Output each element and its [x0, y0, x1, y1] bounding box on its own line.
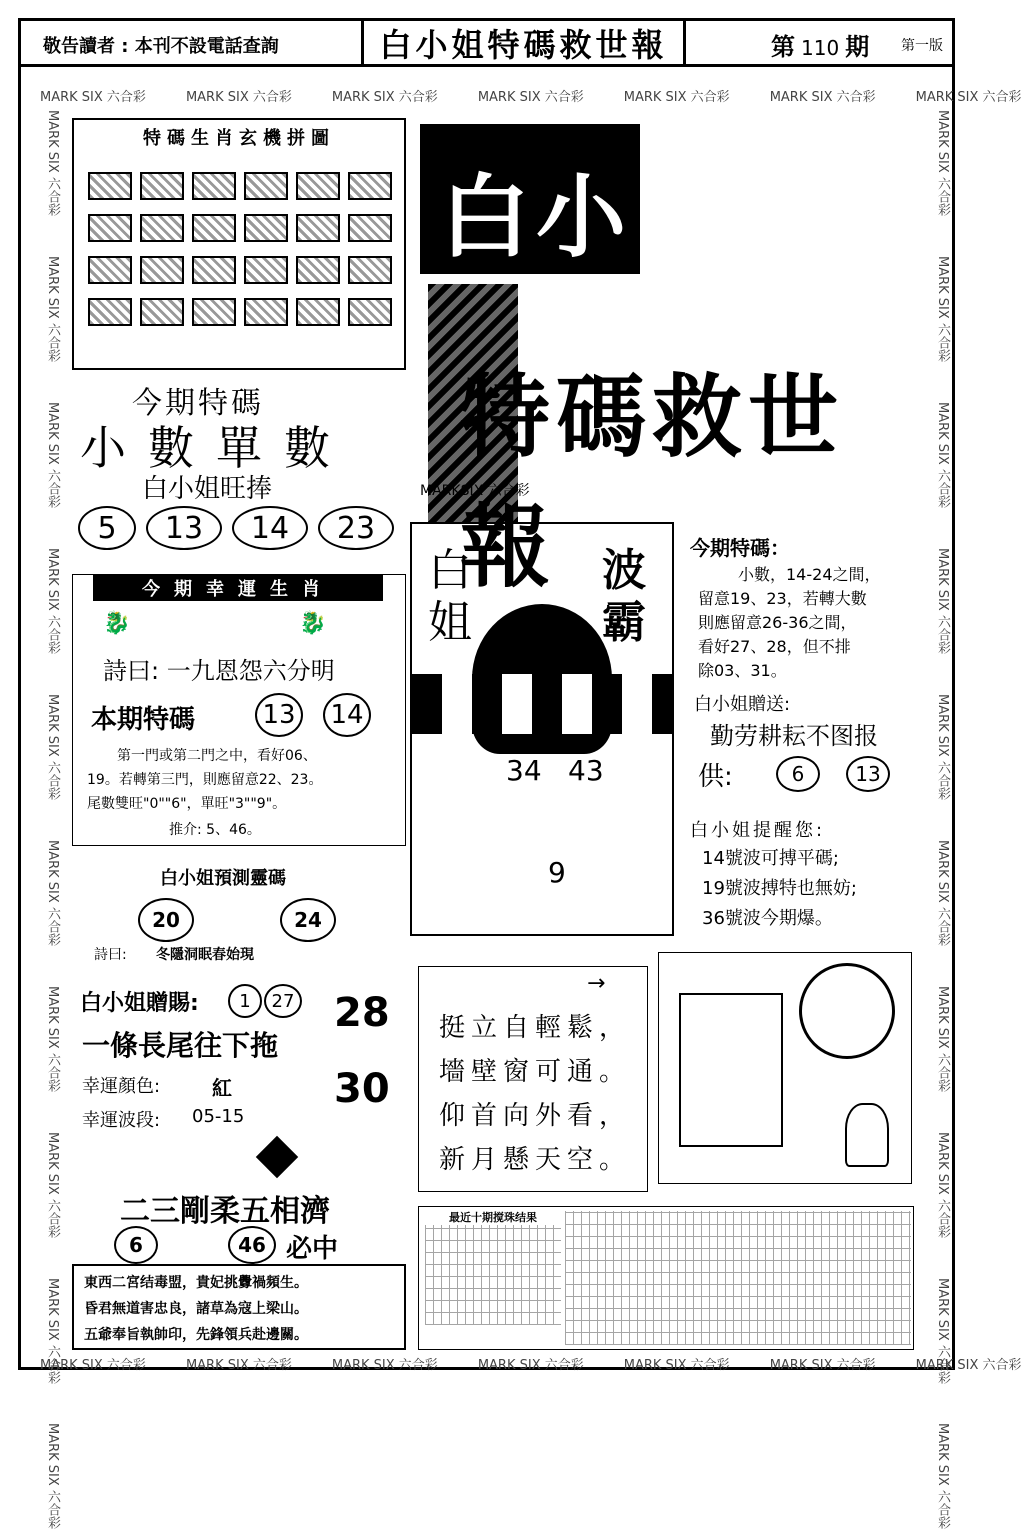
watermark-top: MARK SIX 六合彩 MARK SIX 六合彩 MARK SIX 六合彩 MARK SIX 六合彩 MARK SIX 六合彩 MARK SIX 六合彩 MARK SIX 六合彩	[40, 90, 1022, 105]
right-remind: 白小姐提醒您:	[690, 820, 826, 841]
lucky-label: 本期特碼	[91, 705, 196, 735]
issue-suffix: 期	[845, 33, 870, 61]
wave-left-top: 白	[428, 545, 472, 596]
masthead-title-top: 白小	[440, 164, 632, 270]
slogan-num-1: 6	[114, 1226, 158, 1264]
dragon-icon: 🐉	[103, 611, 131, 636]
right-r3: 36號波今期爆。	[702, 908, 833, 929]
special-main: 小數單數	[80, 421, 352, 475]
right-gift-line: 勤劳耕耘不图报	[710, 722, 878, 750]
newspaper-title: 白小姐特碼救世報	[361, 21, 686, 65]
watermark-right: MARK SIX 六合彩 MARK SIX 六合彩 MARK SIX 六合彩 MARK SIX 六合彩 MARK SIX 六合彩 MARK SIX 六合彩 MARK SIX 六合彩 MARK SIX 六合彩 MARK SIX 六合彩 MARK SIX 六合彩	[935, 110, 950, 1529]
prediction-poem: 冬隱洞眠春始現	[156, 947, 254, 963]
prediction-block	[72, 860, 406, 970]
bottom-poem-2: 昏君無道害忠良，諸草為寇上梁山。	[84, 1301, 308, 1317]
right-r1: 14號波可搏平碼;	[702, 848, 839, 869]
issue-number: 110	[801, 36, 840, 60]
poem-l3: 仰首向外看，	[439, 1101, 632, 1131]
gift-big-num-1: 28	[334, 990, 390, 1036]
special-sub: 白小姐旺捧	[142, 474, 273, 504]
masthead-logo: MARKSIX 六合彩	[420, 483, 530, 499]
notice-text: 敬告讀者 : 本刊不設電話查詢	[43, 36, 279, 57]
bottom-poem-3: 五爺奉旨執帥印，先鋒領兵赴邊關。	[84, 1327, 308, 1343]
puzzle-grid	[88, 172, 392, 326]
slogan-must: 必中	[286, 1234, 339, 1264]
special-block	[72, 372, 406, 562]
dragon-icon: 🐉	[299, 611, 327, 636]
zodiac-puzzle	[72, 118, 406, 370]
right-l1: 小數，14-24之間，	[738, 565, 881, 584]
bottom-poem	[72, 1264, 406, 1350]
special-heading: 今期特碼	[132, 386, 264, 421]
slogan-block	[72, 1140, 406, 1264]
right-text	[686, 530, 922, 950]
slogan-line: 二三剛柔五相濟	[120, 1194, 330, 1229]
right-l2: 留意19、23，若轉大數	[698, 589, 867, 608]
lucky-num-1: 13	[255, 693, 303, 737]
bottom-poem-1: 東西二宮结毒盟，貴妃挑釁禍頻生。	[84, 1275, 308, 1291]
results-table	[418, 1206, 914, 1350]
wave-num-1: 34	[506, 754, 542, 787]
gift-band-label: 幸運波段:	[82, 1110, 161, 1131]
wave-left-bottom: 姐	[428, 597, 472, 648]
right-gong-num-2: 13	[846, 756, 890, 792]
star-icon	[256, 1136, 298, 1178]
issue-label	[771, 27, 869, 62]
header	[21, 21, 952, 67]
right-l4: 看好27、28，但不排	[698, 637, 851, 656]
special-numbers: 5 13 14 23	[78, 506, 394, 550]
results-title: 最近十期搅珠结果	[449, 1211, 537, 1224]
wave-num-2: 43	[568, 754, 604, 787]
edition-label: 第一版	[901, 38, 943, 54]
right-r2: 19號波搏特也無妨;	[702, 878, 857, 899]
wave-right-bottom: 霸	[602, 597, 646, 648]
right-heading: 今期特碼：	[690, 536, 790, 560]
lucky-text-4: 推介: 5、46。	[169, 822, 261, 838]
lucky-text-3: 尾數雙旺"0""6"，單旺"3""9"。	[87, 796, 287, 812]
lucky-text-2: 19。若轉第三門，則應留意22、23。	[87, 772, 323, 788]
right-gong-num-1: 6	[776, 756, 820, 792]
lucky-num-2: 14	[323, 693, 371, 737]
gift-heading: 白小姐贈賜:	[80, 991, 199, 1016]
issue-prefix: 第	[771, 33, 795, 61]
gift-color-value: 紅	[212, 1076, 232, 1100]
prediction-heading: 白小姐預測靈碼	[160, 868, 286, 889]
poem-l1: 挺立自輕鬆，	[439, 1013, 632, 1043]
wave-num-3: 9	[548, 856, 566, 889]
lucky-poem: 詩曰: 一九恩怨六分明	[103, 657, 335, 685]
lucky-text-1: 第一門或第二門之中，看好06、	[117, 748, 317, 764]
poem-l4: 新月懸天空。	[439, 1145, 632, 1175]
prediction-num-1: 20	[138, 898, 194, 942]
gift-big-num-2: 30	[334, 1066, 390, 1112]
gift-num-1: 1	[228, 984, 262, 1018]
scene-illustration	[658, 952, 912, 1184]
gift-num-2: 27	[264, 984, 302, 1018]
poem-l2: 墻壁窗可通。	[439, 1057, 632, 1087]
gift-line: 一條長尾往下拖	[82, 1029, 279, 1062]
poem-box	[418, 966, 648, 1192]
prediction-num-2: 24	[280, 898, 336, 942]
wave-right-top: 波	[602, 545, 646, 596]
gift-band-value: 05-15	[192, 1106, 245, 1127]
right-l5: 除03、31。	[698, 661, 787, 680]
right-l3: 則應留意26-36之間，	[698, 613, 857, 632]
right-gift-label: 白小姐贈送:	[694, 694, 791, 715]
slogan-num-2: 46	[228, 1226, 276, 1264]
gift-color-label: 幸運顏色:	[82, 1076, 161, 1097]
prediction-poem-label: 詩曰:	[94, 947, 127, 963]
lucky-zodiac	[72, 574, 406, 846]
right-gong: 供:	[698, 762, 733, 792]
wave-box	[410, 522, 674, 936]
arrow-icon: →	[587, 971, 606, 996]
puzzle-title: 特碼生肖玄機拼圖	[143, 128, 335, 149]
portrait-pattern	[412, 674, 674, 734]
watermark-bottom: MARK SIX 六合彩 MARK SIX 六合彩 MARK SIX 六合彩 MARK SIX 六合彩 MARK SIX 六合彩 MARK SIX 六合彩 MARK SIX 六合彩	[40, 1358, 1022, 1373]
watermark-left: MARK SIX 六合彩 MARK SIX 六合彩 MARK SIX 六合彩 MARK SIX 六合彩 MARK SIX 六合彩 MARK SIX 六合彩 MARK SIX 六合彩 MARK SIX 六合彩 MARK SIX 六合彩 MARK SIX 六合彩	[45, 110, 60, 1529]
lucky-heading: 今期幸運生肖	[93, 575, 383, 601]
masthead-title-main: 特碼救世報	[460, 364, 844, 600]
gift-block	[72, 980, 406, 1140]
